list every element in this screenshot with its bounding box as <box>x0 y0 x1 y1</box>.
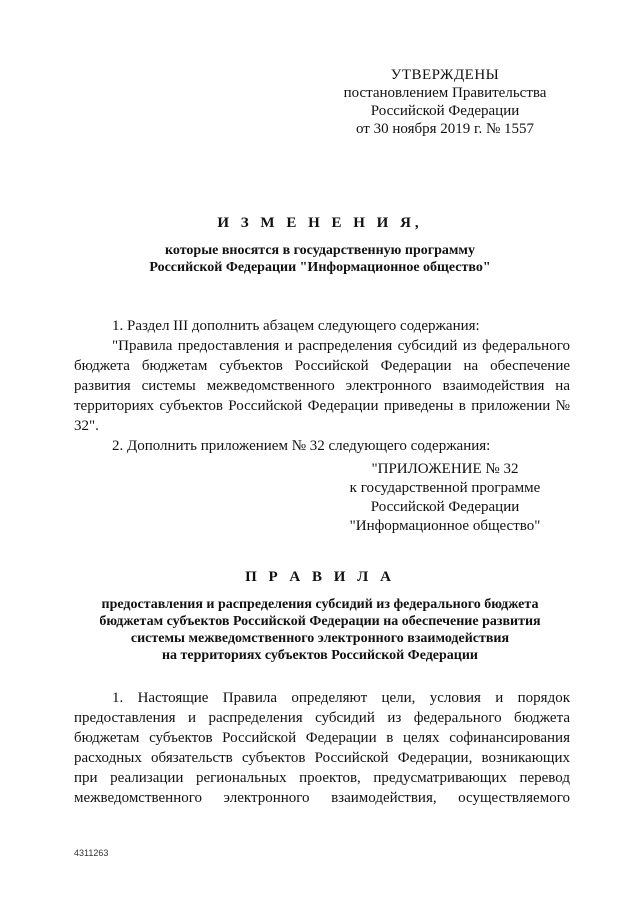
point-1-intro: 1. Раздел III дополнить абзацем следующего содержания: <box>112 318 480 334</box>
approval-line-3: от 30 ноября 2019 г. № 1557 <box>355 121 535 137</box>
rules-title: П Р А В И Л А <box>245 569 395 585</box>
rules-body <box>74 688 570 808</box>
appendix-line-3: Российской Федерации <box>370 499 520 515</box>
changes-subtitle <box>74 242 566 276</box>
appendix-line-1: "ПРИЛОЖЕНИЕ № 32 <box>371 461 519 477</box>
rules-subtitle-line-4: на территориях субъектов Российской Федерации <box>161 648 479 663</box>
approval-line-1: постановлением Правительства <box>343 85 547 101</box>
point-2: 2. Дополнить приложением № 32 следующего содержания: <box>112 438 491 454</box>
appendix-line-2: к государственной программе <box>349 480 541 496</box>
appendix-header <box>330 460 560 536</box>
changes-points <box>74 316 570 456</box>
changes-subtitle-line-2: Российской Федерации "Информационное общество" <box>149 260 491 275</box>
approval-stamp <box>340 66 550 138</box>
rules-paragraph-1: 1. Настоящие Правила определяют цели, условия и порядок предоставления и распределения субсидий из федерального бюджета бюджетам субъектов Российской Федерации в целях софинансирования расходных обязательств субъектов Российской Федерации, возникающих при реализации региональных проектов, предусматривающих перевод межведомственного электронного взаимодействия, осуществляемого <box>74 690 570 806</box>
rules-subtitle-line-2: бюджетам субъектов Российской Федерации на обеспечение развития <box>99 614 541 629</box>
approval-line-2: Российской Федерации <box>370 103 520 119</box>
changes-title: И З М Е Н Е Н И Я, <box>217 215 423 231</box>
document-code: 4311263 <box>74 848 109 858</box>
rules-subtitle <box>74 596 566 664</box>
point-1-quote: "Правила предоставления и распределения субсидий из федерального бюджета бюджетам субъектов Российской Федерации на обеспечение развития системы межведомственного электронного взаимодействия на территориях субъектов Российской Федерации приведены в приложении № 32". <box>74 338 570 434</box>
rules-subtitle-line-3: системы межведомственного электронного взаимодействия <box>130 631 510 646</box>
rules-subtitle-line-1: предоставления и распределения субсидий из федерального бюджета <box>101 597 539 612</box>
appendix-line-4: "Информационное общество" <box>349 518 541 534</box>
changes-subtitle-line-1: которые вносятся в государственную программу <box>165 243 475 258</box>
approval-title: УТВЕРЖДЕНЫ <box>390 67 500 83</box>
